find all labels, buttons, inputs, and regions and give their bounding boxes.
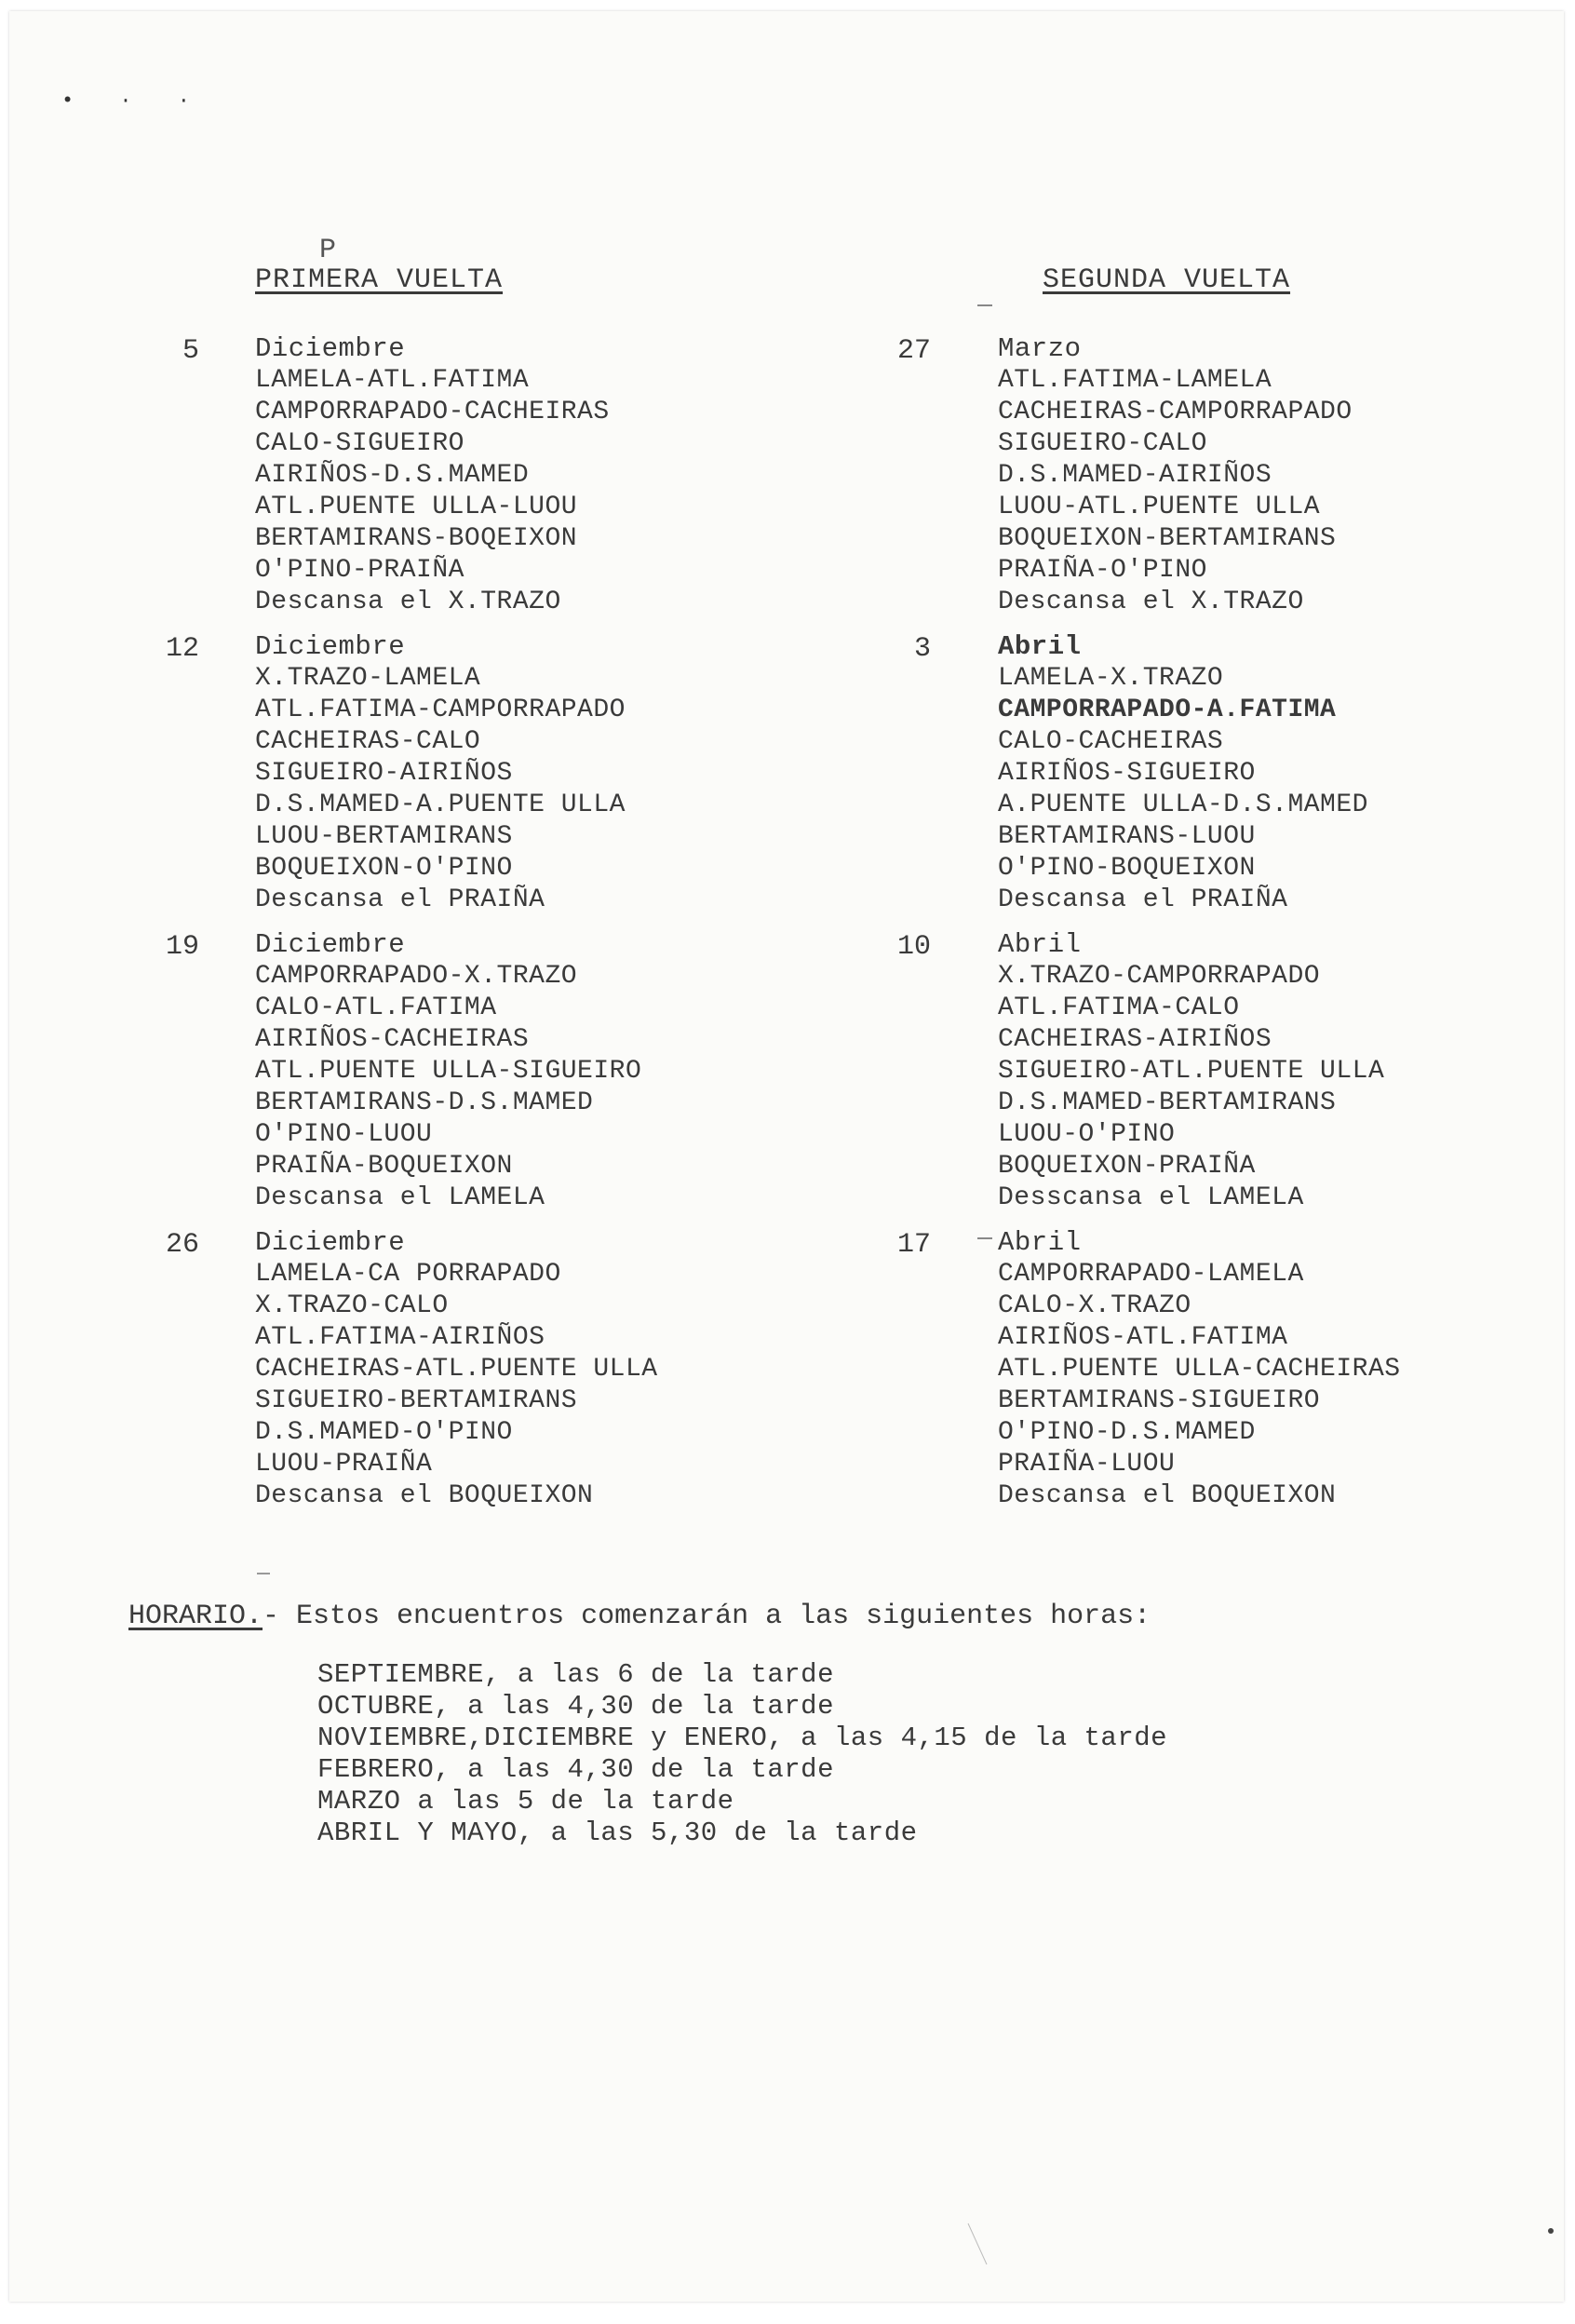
match-line: LAMELA-X.TRAZO	[998, 664, 1224, 693]
fixture-month: Abril	[998, 1227, 1082, 1258]
fixture-block	[896, 333, 1527, 618]
match-line: O'PINO-D.S.MAMED	[998, 1418, 1256, 1447]
match-line: D.S.MAMED-A.PUENTE ULLA	[255, 790, 626, 819]
match-line: LUOU-O'PINO	[998, 1120, 1176, 1149]
match-line: CALO-CACHEIRAS	[998, 727, 1224, 756]
match-line: ATL.FATIMA-CALO	[998, 993, 1240, 1022]
match-line: ATL.FATIMA-CAMPORRAPADO	[255, 696, 626, 724]
match-line: SIGUEIRO-ATL.PUENTE ULLA	[998, 1057, 1385, 1086]
rest-line: Descansa el X.TRAZO	[255, 588, 561, 616]
schedule-line: OCTUBRE, a las 4,30 de la tarde	[317, 1691, 834, 1722]
match-line: ATL.PUENTE ULLA-CACHEIRAS	[998, 1355, 1401, 1384]
schedule-line: NOVIEMBRE,DICIEMBRE y ENERO, a las 4,15 de la tarde	[317, 1723, 1168, 1753]
match-line: BERTAMIRANS-SIGUEIRO	[998, 1386, 1321, 1415]
fixture-block	[896, 929, 1527, 1214]
match-line: CAMPORRAPADO-A.FATIMA	[998, 696, 1337, 724]
rest-line: Descansa el PRAIÑA	[255, 885, 545, 914]
fixture-block	[182, 333, 784, 618]
match-line: CACHEIRAS-AIRIÑOS	[998, 1025, 1272, 1054]
second-round-column	[896, 264, 1527, 1525]
match-line: X.TRAZO-CAMPORRAPADO	[998, 962, 1321, 991]
schedule-intro: - Estos encuentros comenzarán a las siguientes horas:	[262, 1601, 1151, 1632]
match-line: SIGUEIRO-AIRIÑOS	[255, 759, 513, 788]
fixture-day: 5	[182, 335, 199, 367]
match-line: ATL.FATIMA-LAMELA	[998, 366, 1272, 395]
fixture-month: Abril	[998, 929, 1082, 960]
match-line: CALO-X.TRAZO	[998, 1291, 1191, 1320]
fixture-day: 17	[896, 1229, 931, 1261]
match-line: D.S.MAMED-AIRIÑOS	[998, 461, 1272, 490]
match-line: X.TRAZO-CALO	[255, 1291, 449, 1320]
fixture-day: 12	[165, 633, 199, 665]
match-line: AIRIÑOS-ATL.FATIMA	[998, 1323, 1288, 1352]
fixture-block	[165, 929, 784, 1214]
schedule-line: MARZO a las 5 de la tarde	[317, 1786, 734, 1817]
first-round-heading: PRIMERA VUELTA	[255, 264, 504, 296]
match-line: BOQUEIXON-BERTAMIRANS	[998, 524, 1337, 553]
match-line: LUOU-BERTAMIRANS	[255, 822, 513, 851]
match-line: CACHEIRAS-CAMPORRAPADO	[998, 398, 1353, 426]
match-line: A.PUENTE ULLA-D.S.MAMED	[998, 790, 1368, 819]
fixture-day: 26	[165, 1229, 199, 1261]
fixture-month: Diciembre	[255, 631, 406, 662]
match-line: SIGUEIRO-BERTAMIRANS	[255, 1386, 578, 1415]
match-line: LAMELA-CA PORRAPADO	[255, 1260, 561, 1289]
fixture-month: Marzo	[998, 333, 1082, 364]
match-line: BOQUEIXON-PRAIÑA	[998, 1152, 1256, 1181]
match-line: LUOU-ATL.PUENTE ULLA	[998, 493, 1321, 521]
fixture-block	[913, 631, 1527, 916]
rest-line: Descansa el LAMELA	[255, 1183, 545, 1212]
match-line: AIRIÑOS-D.S.MAMED	[255, 461, 530, 490]
fixture-month: Diciembre	[255, 1227, 406, 1258]
fixture-month: Abril	[998, 631, 1082, 662]
document-page	[9, 11, 1564, 2302]
match-line: PRAIÑA-BOQUEIXON	[255, 1152, 513, 1181]
fixture-block	[165, 1227, 784, 1512]
schedule-section	[128, 1600, 1450, 1849]
corner-mark: • · ·	[61, 89, 208, 113]
schedule-line: SEPTIEMBRE, a las 6 de la tarde	[317, 1659, 834, 1690]
stray-letter: P	[319, 235, 337, 266]
second-round-heading: SEGUNDA VUELTA	[1043, 264, 1291, 296]
rest-line: Descansa el BOQUEIXON	[998, 1481, 1337, 1510]
match-line: BERTAMIRANS-LUOU	[998, 822, 1256, 851]
fixture-month: Diciembre	[255, 929, 406, 960]
fixture-block	[896, 1227, 1527, 1512]
match-line: CALO-SIGUEIRO	[255, 429, 464, 458]
match-line: BERTAMIRANS-BOQEIXON	[255, 524, 578, 553]
fixture-month: Diciembre	[255, 333, 406, 364]
fixture-day: 27	[896, 335, 931, 367]
match-line: D.S.MAMED-O'PINO	[255, 1418, 513, 1447]
match-line: ATL.PUENTE ULLA-SIGUEIRO	[255, 1057, 642, 1086]
match-line: CACHEIRAS-CALO	[255, 727, 481, 756]
fixture-day: 3	[913, 633, 931, 665]
match-line: SIGUEIRO-CALO	[998, 429, 1207, 458]
match-line: PRAIÑA-O'PINO	[998, 556, 1207, 585]
match-line: CALO-ATL.FATIMA	[255, 993, 497, 1022]
match-line: D.S.MAMED-BERTAMIRANS	[998, 1088, 1337, 1117]
match-line: O'PINO-PRAIÑA	[255, 556, 464, 585]
match-line: AIRIÑOS-SIGUEIRO	[998, 759, 1256, 788]
match-line: ATL.FATIMA-AIRIÑOS	[255, 1323, 545, 1352]
match-line: PRAIÑA-LUOU	[998, 1450, 1176, 1479]
rest-line: Desscansa el LAMELA	[998, 1183, 1304, 1212]
schedule-heading	[128, 1600, 1450, 1633]
match-line: O'PINO-BOQUEIXON	[998, 854, 1256, 883]
fixture-day: 10	[896, 931, 931, 963]
match-line: BOQUEIXON-O'PINO	[255, 854, 513, 883]
rest-line: Descansa el X.TRAZO	[998, 588, 1304, 616]
match-line: CACHEIRAS-ATL.PUENTE ULLA	[255, 1355, 658, 1384]
rest-line: Descansa el PRAIÑA	[998, 885, 1288, 914]
rest-line: Descansa el BOQUEIXON	[255, 1481, 594, 1510]
match-line: CAMPORRAPADO-LAMELA	[998, 1260, 1304, 1289]
match-line: CAMPORRAPADO-X.TRAZO	[255, 962, 578, 991]
schedule-label: HORARIO.	[128, 1601, 263, 1632]
schedule-lines	[317, 1659, 1450, 1849]
fixture-day: 19	[165, 931, 199, 963]
match-line: LUOU-PRAIÑA	[255, 1450, 433, 1479]
match-line: CAMPORRAPADO-CACHEIRAS	[255, 398, 610, 426]
match-line: ATL.PUENTE ULLA-LUOU	[255, 493, 578, 521]
match-line: O'PINO-LUOU	[255, 1120, 433, 1149]
schedule-line: ABRIL Y MAYO, a las 5,30 de la tarde	[317, 1817, 918, 1848]
schedule-line: FEBRERO, a las 4,30 de la tarde	[317, 1754, 834, 1785]
fixture-block	[165, 631, 784, 916]
first-round-column	[165, 264, 784, 1525]
match-line: LAMELA-ATL.FATIMA	[255, 366, 530, 395]
match-line: AIRIÑOS-CACHEIRAS	[255, 1025, 530, 1054]
match-line: BERTAMIRANS-D.S.MAMED	[255, 1088, 594, 1117]
match-line: X.TRAZO-LAMELA	[255, 664, 481, 693]
